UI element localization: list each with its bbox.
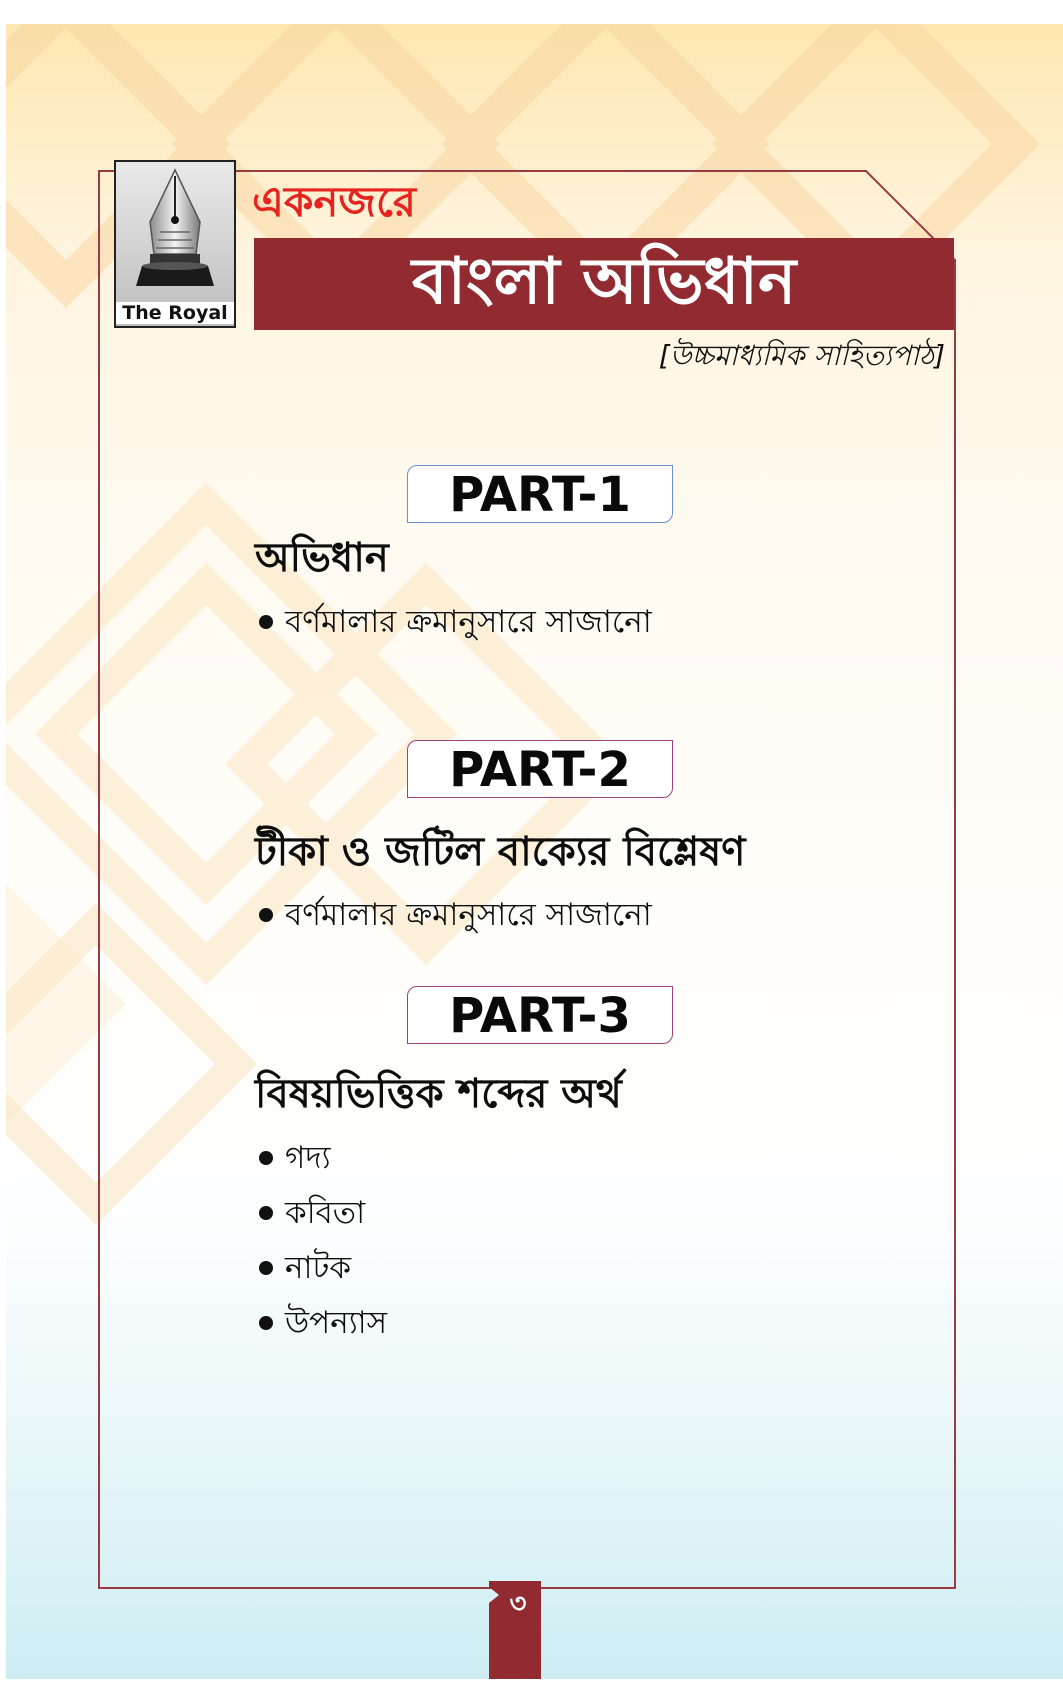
fountain-pen-nib-icon [116, 162, 234, 302]
bullet-dot-icon [259, 1261, 273, 1275]
part-1-badge: PART-1 [407, 465, 673, 523]
bullet-text: বর্ণমালার ক্রমানুসারে সাজানো [285, 897, 652, 933]
page-number: ৩ [509, 1589, 527, 1619]
part-3-bullet [259, 1246, 351, 1290]
part-3-badge: PART-3 [407, 986, 673, 1044]
subtitle: [উচ্চমাধ্যমিক সাহিত্যপাঠ] [658, 339, 945, 372]
part-2-bullet [259, 893, 652, 937]
part-2-heading: টীকা ও জটিল বাক্যের বিশ্লেষণ [255, 829, 746, 875]
bullet-text: গদ্য [285, 1140, 331, 1176]
bullet-dot-icon [259, 908, 273, 922]
part-2-badge: PART-2 [407, 740, 673, 798]
bullet-text: বর্ণমালার ক্রমানুসারে সাজানো [285, 604, 652, 640]
bullet-dot-icon [259, 1316, 273, 1330]
page-title: বাংলা অভিধান [254, 238, 954, 330]
part-3-bullet [259, 1191, 365, 1235]
content-frame [98, 170, 958, 1590]
part-3-heading: বিষয়ভিত্তিক শব্দের অর্থ [255, 1071, 622, 1117]
bullet-dot-icon [259, 1151, 273, 1165]
bullet-text: উপন্যাস [285, 1305, 388, 1341]
part-1-bullet [259, 600, 652, 644]
bullet-text: কবিতা [285, 1195, 366, 1231]
bullet-text: নাটক [285, 1250, 352, 1286]
kicker-text: একনজরে [252, 177, 416, 226]
part-1-heading: অভিধান [255, 535, 389, 581]
bullet-dot-icon [259, 615, 273, 629]
part-3-bullet [259, 1136, 331, 1180]
bullet-dot-icon [259, 1206, 273, 1220]
part-3-bullet [259, 1301, 387, 1345]
publisher-logo [114, 160, 236, 328]
logo-text: The Royal [116, 302, 234, 324]
